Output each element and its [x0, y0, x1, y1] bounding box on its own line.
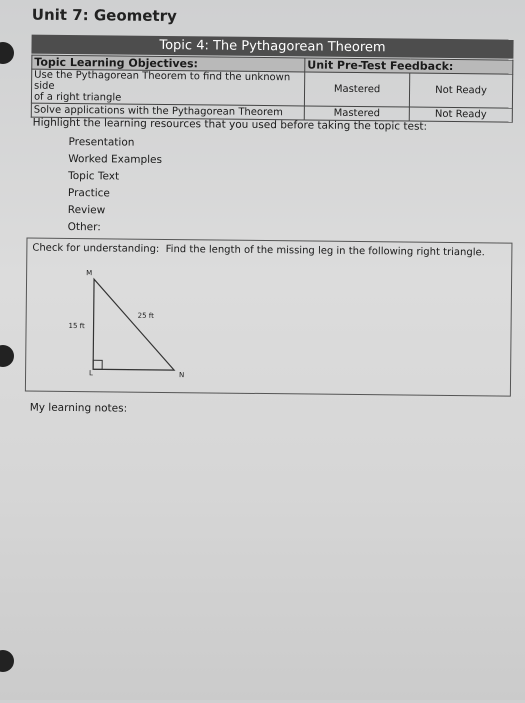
highlight-instruction: Highlight the learning resources that you used before taking the topic test:	[32, 116, 428, 133]
leg-length-label: 15 ft	[68, 321, 85, 331]
resource-item[interactable]: Topic Text	[68, 169, 120, 183]
resource-item[interactable]: Presentation	[68, 135, 135, 149]
topic-title-bar: Topic 4: The Pythagorean Theorem	[31, 35, 513, 59]
resource-item[interactable]: Other:	[67, 220, 101, 234]
hypotenuse-length-label: 25 ft	[137, 311, 154, 320]
check-for-understanding-box	[25, 238, 513, 397]
objective-line: Use the Pythagorean Theorem to find the unknown side	[34, 69, 291, 92]
mastered-option[interactable]: Mastered	[304, 72, 409, 107]
mastered-option[interactable]: Mastered	[304, 106, 409, 121]
resource-list	[68, 134, 163, 237]
vertex-n-label: N	[179, 371, 185, 380]
triangle-shape	[93, 279, 175, 370]
resource-item[interactable]: Review	[67, 203, 106, 217]
objective-line: of a right triangle	[33, 91, 122, 104]
learning-notes-label: My learning notes:	[29, 401, 128, 415]
objectives-table	[31, 55, 514, 123]
right-angle-marker	[93, 360, 102, 369]
vertex-m-label: M	[86, 269, 93, 278]
feedback-header: Unit Pre-Test Feedback:	[305, 58, 513, 74]
not-ready-option[interactable]: Not Ready	[409, 107, 512, 122]
objective-text	[31, 69, 304, 106]
vertex-l-label: L	[89, 369, 94, 378]
resource-item[interactable]: Worked Examples	[68, 152, 163, 166]
objectives-header: Topic Learning Objectives:	[32, 55, 305, 72]
objective-text: Solve applications with the Pythagorean Theorem	[31, 103, 304, 120]
check-prompt: Find the length of the missing leg in the following right triangle.	[165, 244, 485, 259]
resource-item[interactable]: Practice	[67, 186, 110, 200]
unit-title: Unit 7: Geometry	[31, 5, 177, 26]
objective-row	[31, 69, 512, 108]
check-label: Check for understanding:	[32, 242, 160, 255]
not-ready-option[interactable]: Not Ready	[409, 73, 512, 108]
right-triangle-figure	[26, 239, 512, 396]
